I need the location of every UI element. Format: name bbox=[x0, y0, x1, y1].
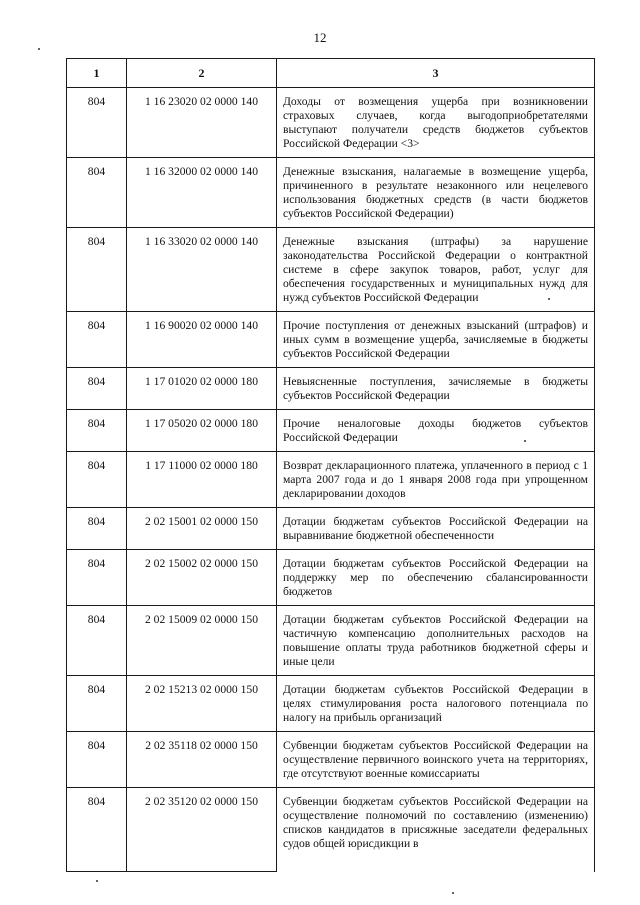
budget-code-cell: 1 16 23020 02 0000 140 bbox=[127, 88, 277, 158]
admin-code-cell: 804 bbox=[67, 228, 127, 312]
column-header-1: 1 bbox=[67, 59, 127, 88]
description-cell: Субвенции бюджетам субъектов Российской Федерации на осуществление полномочий по составлению (изменению) списков кандидатов в присяжные заседатели федеральных судов общей юрисдикции в bbox=[277, 788, 595, 872]
admin-code-cell: 804 bbox=[67, 606, 127, 676]
table-row bbox=[67, 550, 595, 606]
table-row bbox=[67, 606, 595, 676]
budget-code-cell: 2 02 35118 02 0000 150 bbox=[127, 732, 277, 788]
description-cell: Дотации бюджетам субъектов Российской Федерации на частичную компенсацию дополнительных расходов на повышение оплаты труда работников бюджетной сферы и иные цели bbox=[277, 606, 595, 676]
scan-speck bbox=[524, 440, 526, 442]
description-cell: Дотации бюджетам субъектов Российской Федерации в целях стимулирования роста налогового потенциала по налогу на прибыль организаций bbox=[277, 676, 595, 732]
table-row bbox=[67, 368, 595, 410]
budget-code-cell: 1 17 11000 02 0000 180 bbox=[127, 452, 277, 508]
column-header-3: 3 bbox=[277, 59, 595, 88]
table-row bbox=[67, 508, 595, 550]
table-row bbox=[67, 676, 595, 732]
budget-code-cell: 2 02 15009 02 0000 150 bbox=[127, 606, 277, 676]
budget-code-cell: 1 17 05020 02 0000 180 bbox=[127, 410, 277, 452]
table-header-row bbox=[67, 59, 595, 88]
admin-code-cell: 804 bbox=[67, 88, 127, 158]
table-row bbox=[67, 732, 595, 788]
column-header-2: 2 bbox=[127, 59, 277, 88]
description-cell: Денежные взыскания (штрафы) за нарушение законодательства Российской Федерации о контрактной системе в сфере закупок товаров, работ, услуг для обеспечения государственных и муниципальных нужд для нужд субъектов Российской Федерации bbox=[277, 228, 595, 312]
table-row bbox=[67, 158, 595, 228]
budget-code-cell: 1 16 32000 02 0000 140 bbox=[127, 158, 277, 228]
admin-code-cell: 804 bbox=[67, 452, 127, 508]
admin-code-cell: 804 bbox=[67, 550, 127, 606]
table-row bbox=[67, 312, 595, 368]
description-cell: Субвенции бюджетам субъектов Российской Федерации на осуществление первичного воинского учета на территориях, где отсутствуют военные комиссариаты bbox=[277, 732, 595, 788]
admin-code-cell: 804 bbox=[67, 508, 127, 550]
table-row bbox=[67, 410, 595, 452]
admin-code-cell: 804 bbox=[67, 410, 127, 452]
page-number: 12 bbox=[313, 30, 327, 45]
admin-code-cell: 804 bbox=[67, 676, 127, 732]
description-cell: Денежные взыскания, налагаемые в возмещение ущерба, причиненного в результате незаконного или нецелевого использования бюджетных средств (в части бюджетов субъектов Российской Федерации) bbox=[277, 158, 595, 228]
scan-speck bbox=[38, 48, 40, 50]
budget-code-cell: 2 02 15213 02 0000 150 bbox=[127, 676, 277, 732]
description-cell: Дотации бюджетам субъектов Российской Федерации на поддержку мер по обеспечению сбалансированности бюджетов bbox=[277, 550, 595, 606]
budget-code-cell: 2 02 15001 02 0000 150 bbox=[127, 508, 277, 550]
description-cell: Дотации бюджетам субъектов Российской Федерации на выравнивание бюджетной обеспеченности bbox=[277, 508, 595, 550]
table-row bbox=[67, 788, 595, 872]
description-cell: Возврат декларационного платежа, уплаченного в период с 1 марта 2007 года и до 1 января 2008 года при упрощенном декларировании доходов bbox=[277, 452, 595, 508]
admin-code-cell: 804 bbox=[67, 732, 127, 788]
budget-code-cell: 1 17 01020 02 0000 180 bbox=[127, 368, 277, 410]
table-row bbox=[67, 88, 595, 158]
description-cell: Доходы от возмещения ущерба при возникновении страховых случаев, когда выгодоприобретателями выступают получатели средств бюджетов субъектов Российской Федерации <3> bbox=[277, 88, 595, 158]
budget-code-cell: 1 16 90020 02 0000 140 bbox=[127, 312, 277, 368]
scan-speck bbox=[452, 892, 454, 894]
budget-code-cell: 2 02 15002 02 0000 150 bbox=[127, 550, 277, 606]
table-row bbox=[67, 452, 595, 508]
budget-code-cell: 1 16 33020 02 0000 140 bbox=[127, 228, 277, 312]
admin-code-cell: 804 bbox=[67, 312, 127, 368]
scan-speck bbox=[548, 298, 550, 300]
budget-code-cell: 2 02 35120 02 0000 150 bbox=[127, 788, 277, 872]
revenue-codes-table bbox=[66, 58, 595, 872]
description-cell: Прочие поступления от денежных взысканий (штрафов) и иных сумм в возмещение ущерба, зачисляемые в бюджеты субъектов Российской Федерации bbox=[277, 312, 595, 368]
admin-code-cell: 804 bbox=[67, 368, 127, 410]
scan-speck bbox=[96, 880, 98, 882]
table-row bbox=[67, 228, 595, 312]
admin-code-cell: 804 bbox=[67, 788, 127, 872]
description-cell: Прочие неналоговые доходы бюджетов субъектов Российской Федерации bbox=[277, 410, 595, 452]
description-cell: Невыясненные поступления, зачисляемые в бюджеты субъектов Российской Федерации bbox=[277, 368, 595, 410]
admin-code-cell: 804 bbox=[67, 158, 127, 228]
